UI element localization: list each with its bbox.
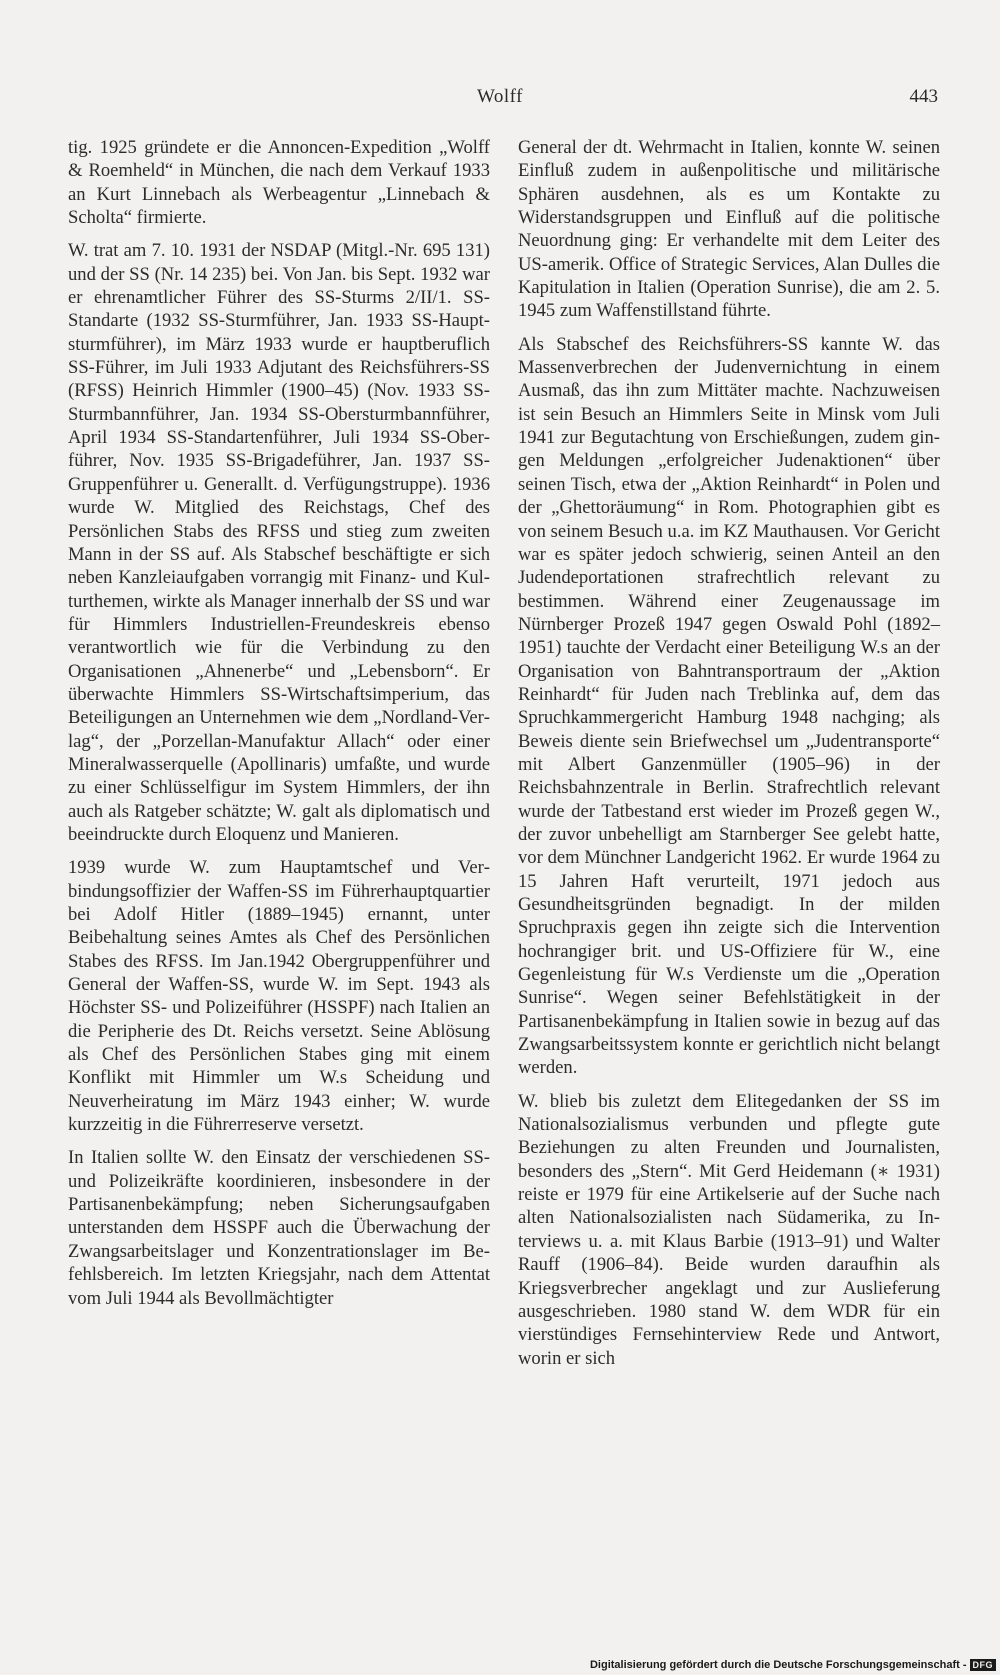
- digitization-footer: [590, 1659, 996, 1671]
- digitization-note: Digitalisierung gefördert durch die Deutsche Forschungsgemeinschaft -: [589, 1659, 967, 1671]
- dfg-logo: DFG: [970, 1659, 997, 1671]
- page-number: 443: [909, 86, 938, 107]
- paragraph: 1939 wurde W. zum Hauptamtschef und Verbindungsoffizier der Waffen-SS im Führerhauptquartier bei Adolf Hitler (1889–1945) ernannt, unter Beibehaltung seines Amtes als Chef des Persönlichen Stabes des RFSS. Im Jan.1942 Obergruppenführer und General der Waffen-SS, wurde W. im Sept. 1943 als Höchster SS- und Polizeiführer (HSSPF) nach Italien an die Peripherie des Dt. Reichs versetzt. Seine Ablösung als Chef des Persönlichen Stabes ging mit einem Konflikt mit Himmler um W.s Scheidung und Neuverheiratung im März 1943 einher; W. wurde kurzzeitig in die Führerreserve versetzt.: [68, 857, 490, 1136]
- paragraph: Als Stabschef des Reichsführers-SS kannte W. das Massenverbrechen der Judenvernichtung in einem Ausmaß, das ihn zum Mittäter machte. Nachzuweisen ist sein Besuch an Himmlers Seite in Minsk vom Juli 1941 zur Begutachtung von Erschießungen, zudem gingen Meldungen „erfolgreicher Judenaktionen“ über seinen Tisch, etwa der „Aktion Reinhardt“ in Polen und der „Ghettoräumung“ in Rom. Photographien gibt es von seinem Besuch u.a. im KZ Mauthausen. Vor Gericht war es später jedoch schwierig, seinen Anteil an den Judendeportationen strafrechtlich relevant zu bestimmen. Während einer Zeugenaussage im Nürnberger Prozeß 1947 gegen Oswald Pohl (1892–1951) tauchte der Verdacht einer Beteiligung W.s an der Organisation von Bahntransportraum der „Aktion Reinhardt“ für Juden nach Treblinka auf, dem das Spruchkammergericht Hamburg 1948 nachging; als Beweis diente sein Briefwechsel um „Judentransporte“ mit Albert Ganzenmüller (1905–96) in der Reichsbahnzentrale in Berlin. Strafrechtlich relevant wurde der Tatbestand erst wieder im Prozeß gegen W., der zuvor unbehelligt am Starnberger See gelebt hatte, vor dem Münchner Landgericht 1962. Er wurde 1964 zu 15 Jahren Haft verurteilt, 1971 jedoch aus Gesundheitsgründen begnadigt. In der milden Spruchpraxis gegen ihn zeigte sich die Intervention hochrangiger brit. und US-Offiziere für W., eine Gegenleistung für W.s Verdienste um die „Operation Sunrise“. Wegen seiner Befehlstätigkeit in der Partisanenbekämpfung in Italien sowie in bezug auf das Zwangsarbeitssystem konnte er gerichtlich nicht belangt werden.: [518, 333, 940, 1079]
- right-column: [518, 136, 940, 1380]
- page-header: [0, 86, 1000, 116]
- paragraph: General der dt. Wehrmacht in Italien, konnte W. seinen Einfluß zudem in außenpolitische und militärische Sphären ausdehnen, als es um Kontakte zu Widerstandsgruppen und Einfluß auf die politische Neuordnung ging: Er verhandelte mit dem Leiter des US-amerik. Office of Strategic Services, Alan Dulles die Kapitulation in Italien (Operation Sunrise), die am 2. 5. 1945 zum Waffenstillstand führte.: [518, 137, 940, 322]
- paragraph: tig. 1925 gründete er die Annoncen-Expedition „Wolff & Roemheld“ in München, die nach dem Verkauf 1933 an Kurt Linnebach als Werbeagentur „Linnebach & Scholta“ firmierte.: [68, 137, 490, 229]
- running-head: Wolff: [476, 86, 523, 107]
- paragraph: W. trat am 7. 10. 1931 der NSDAP (Mitgl.-Nr. 695 131) und der SS (Nr. 14 235) bei. Von Jan. bis Sept. 1932 war er ehrenamtlicher Führer des SS-Sturms 2/II/1. SS-Standarte (1932 SS-Sturmführer, Jan. 1933 SS-Hauptsturmführer), im März 1933 wurde er hauptberuflich SS-Führer, im Juli 1933 Adjutant des Reichsführers-SS (RFSS) Heinrich Himmler (1900–45) (Nov. 1933 SS-Sturmbannführer, Jan. 1934 SS-Obersturmbannführer, April 1934 SS-Standartenführer, Juli 1934 SS-Oberführer, Nov. 1935 SS-Brigadeführer, Jan. 1937 SS-Gruppenführer u. Generallt. d. Verfügungstruppe). 1936 wurde W. Mitglied des Reichstags, Chef des Persönlichen Stabs des RFSS und stieg zum zweiten Mann in der SS auf. Als Stabschef beschäftigte er sich neben Kanzleiaufgaben vorrangig mit Finanz- und Kulturthemen, wirkte als Manager innerhalb der SS und war für Himmlers Industriellen-Freundeskreis ebenso verantwortlich wie für die Verbindung zu den Organisationen „Ahnenerbe“ und „Lebensborn“. Er überwachte Himmlers SS-Wirtschaftsimperium, das Beteiligungen an Unternehmen wie dem „Nordland-Verlag“, der „Porzellan-Manufaktur Allach“ oder einer Mineralwasserquelle (Apollinaris) umfaßte, und wurde zu einer Schlüsselfigur im System Himmlers, der ihn auch als Ratgeber schätzte; W. galt als diplomatisch und beeindruckte durch Eloquenz und Manieren.: [68, 240, 490, 845]
- left-column: [68, 136, 490, 1320]
- paragraph: W. blieb bis zuletzt dem Elitegedanken der SS im Nationalsozialismus verbunden und pflegte gute Beziehungen zu alten Freunden und Journalisten, besonders des „Stern“. Mit Gerd Heidemann (∗ 1931) reiste er 1979 für eine Artikelserie auf der Suche nach alten Nationalsozialisten nach Südamerika, zu Interviews u. a. mit Klaus Barbie (1913–91) und Walter Rauff (1906–84). Beide wurden daraufhin als Kriegsverbrecher angeklagt und zur Auslieferung ausgeschrieben. 1980 stand W. dem WDR für ein vierstündiges Fernsehinterview Rede und Antwort, worin er sich: [518, 1090, 940, 1369]
- paragraph: In Italien sollte W. den Einsatz der verschiedenen SS- und Polizeikräfte koordinieren, insbesondere in der Partisanenbekämpfung; neben Sicherungsaufgaben unterstanden dem HSSPF auch die Überwachung der Zwangsarbeitslager und Konzentrationslager im Befehlsbereich. Im letzten Kriegsjahr, nach dem Attentat vom Juli 1944 als Bevollmächtigter: [68, 1147, 490, 1309]
